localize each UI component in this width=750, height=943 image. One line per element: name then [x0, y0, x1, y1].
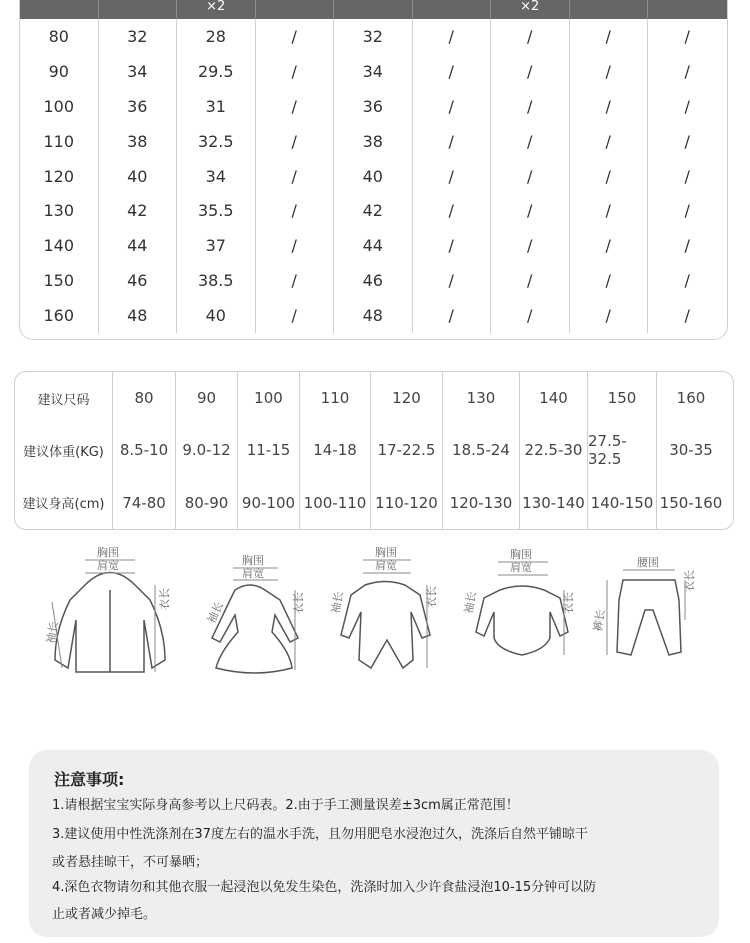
header-cell: ×2: [491, 0, 570, 19]
size-cell: /: [413, 193, 492, 228]
size-cell: /: [684, 61, 690, 81]
size-cell: 38: [99, 124, 178, 159]
recommend-cell: 18.5-24: [443, 424, 520, 476]
header-cell: [334, 0, 413, 19]
size-cell: 32: [334, 19, 413, 54]
romper-illustration: [325, 540, 445, 690]
size-cell: /: [684, 131, 690, 151]
chest-label: 胸围: [242, 554, 264, 567]
size-cell: /: [684, 306, 690, 326]
size-cell: /: [491, 54, 570, 89]
size-cell: /: [256, 193, 335, 228]
size-cell: 44: [334, 228, 413, 263]
size-cell: 48: [99, 298, 178, 333]
size-cell: /: [570, 263, 649, 298]
size-row: [20, 263, 727, 298]
size-chart-header: [20, 0, 727, 19]
size-row: [20, 228, 727, 263]
size-cell: 34: [99, 54, 178, 89]
recommend-cell: 90-100: [238, 477, 300, 529]
size-cell: /: [570, 298, 649, 333]
size-cell: 160: [20, 298, 99, 333]
size-cell: 46: [334, 263, 413, 298]
size-cell: 40: [99, 159, 178, 194]
recommend-cell: 110-120: [371, 477, 443, 529]
length-label: 衣长: [425, 586, 438, 608]
size-cell: 48: [334, 298, 413, 333]
notes-title: 注意事项:: [54, 770, 125, 789]
sleeve-label: 袖长: [44, 620, 61, 645]
size-cell: 110: [20, 124, 99, 159]
size-cell: 46: [99, 263, 178, 298]
size-cell: 32: [99, 19, 178, 54]
size-cell: 120: [20, 159, 99, 194]
recommend-cell: 130: [443, 372, 520, 424]
size-cell: /: [256, 263, 335, 298]
size-cell: /: [570, 89, 649, 124]
size-cell: 150: [20, 263, 99, 298]
notes-line: 3.建议使用中性洗涤剂在37度左右的温水手洗，且勿用肥皂水浸泡过久，洗涤后自然平铺晾干: [52, 827, 588, 842]
size-cell: /: [413, 89, 492, 124]
size-cell: /: [491, 19, 570, 54]
size-cell: 80: [20, 19, 99, 54]
recommend-cell: 80-90: [176, 477, 238, 529]
recommend-cell: 80: [113, 372, 176, 424]
size-cell: /: [491, 159, 570, 194]
size-cell: /: [256, 159, 335, 194]
header-cell: [256, 0, 335, 19]
length-label: 衣长: [158, 588, 171, 610]
size-cell: /: [491, 89, 570, 124]
length-label: 衣长: [562, 592, 575, 614]
header-cell: [99, 0, 178, 19]
size-cell: /: [413, 19, 492, 54]
recommend-cell: 90: [176, 372, 238, 424]
size-cell: /: [684, 236, 690, 256]
shoulder-label: 肩宽: [510, 561, 532, 574]
size-cell: 28: [177, 19, 256, 54]
size-cell: /: [413, 298, 492, 333]
header-cell: [20, 0, 99, 19]
leg-length-label: 裤长: [591, 608, 608, 633]
shoulder-label: 肩宽: [375, 559, 397, 572]
header-cell: [413, 0, 492, 19]
chest-label: 胸围: [510, 548, 532, 561]
recommend-cell: 100-110: [300, 477, 371, 529]
recommend-cell: 160: [676, 389, 706, 408]
length-label: 衣长: [292, 592, 305, 614]
size-row: [20, 159, 727, 194]
notes-line: 止或者减少掉毛。: [52, 907, 157, 922]
size-cell: 90: [20, 54, 99, 89]
size-cell: 34: [177, 159, 256, 194]
size-cell: /: [684, 96, 690, 116]
recommend-row-label: 建议身高(cm): [15, 477, 113, 529]
size-cell: /: [684, 271, 690, 291]
size-cell: /: [491, 228, 570, 263]
size-cell: 100: [20, 89, 99, 124]
size-cell: 29.5: [177, 54, 256, 89]
size-cell: /: [413, 54, 492, 89]
sleeve-label: 袖长: [204, 599, 227, 626]
recommend-cell: 22.5-30: [520, 424, 588, 476]
size-chart-body: [20, 19, 727, 333]
shoulder-label: 肩宽: [242, 567, 264, 580]
size-cell: 36: [334, 89, 413, 124]
size-cell: 38.5: [177, 263, 256, 298]
size-cell: 130: [20, 193, 99, 228]
size-cell: /: [570, 193, 649, 228]
size-cell: 42: [99, 193, 178, 228]
size-cell: 42: [334, 193, 413, 228]
recommend-cell: 8.5-10: [113, 424, 176, 476]
recommend-cell: 74-80: [113, 477, 176, 529]
size-cell: 34: [334, 54, 413, 89]
size-cell: /: [570, 124, 649, 159]
size-cell: /: [256, 124, 335, 159]
care-notes-panel: [29, 750, 719, 937]
size-cell: /: [570, 54, 649, 89]
pants-illustration: [591, 540, 705, 690]
sleeve-label: 袖长: [329, 590, 346, 615]
size-cell: /: [570, 228, 649, 263]
recommend-cell: 150: [588, 372, 657, 424]
size-cell: /: [491, 124, 570, 159]
size-cell: 37: [177, 228, 256, 263]
bodysuit-illustration: [460, 540, 580, 690]
size-row: [20, 89, 727, 124]
size-row: [20, 298, 727, 333]
size-cell: 40: [177, 298, 256, 333]
size-cell: /: [491, 298, 570, 333]
chest-label: 胸围: [375, 546, 397, 559]
size-row: [20, 54, 727, 89]
size-cell: /: [413, 263, 492, 298]
size-row: [20, 193, 727, 228]
recommend-cell: 17-22.5: [371, 424, 443, 476]
chest-label: 胸围: [97, 546, 119, 559]
size-cell: 140: [20, 228, 99, 263]
sleeve-label: 袖长: [462, 590, 479, 615]
size-cell: 40: [334, 159, 413, 194]
length-label: 衣长: [683, 570, 696, 592]
recommend-cell: 130-140: [520, 477, 588, 529]
recommend-cell: 100: [238, 372, 300, 424]
size-cell: /: [491, 193, 570, 228]
header-cell: [570, 0, 649, 19]
size-cell: /: [413, 159, 492, 194]
size-cell: 44: [99, 228, 178, 263]
size-cell: /: [684, 201, 690, 221]
notes-line: 4.深色衣物请勿和其他衣服一起浸泡以免发生染色，洗涤时加入少许食盐浸泡10-15分钟可以防: [52, 880, 597, 895]
size-cell: /: [684, 26, 690, 46]
size-cell: 38: [334, 124, 413, 159]
size-cell: 32.5: [177, 124, 256, 159]
size-cell: /: [570, 19, 649, 54]
recommend-row-label: 建议体重(KG): [15, 424, 113, 476]
size-cell: /: [256, 228, 335, 263]
size-cell: /: [684, 166, 690, 186]
size-cell: /: [413, 124, 492, 159]
size-cell: 35.5: [177, 193, 256, 228]
waist-label: 腰围: [637, 556, 659, 569]
size-cell: 36: [99, 89, 178, 124]
recommend-cell: 120: [371, 372, 443, 424]
recommend-cell: 140: [520, 372, 588, 424]
recommend-cell: 140-150: [588, 477, 657, 529]
notes-line: 或者悬挂晾干，不可暴晒；: [52, 855, 209, 870]
recommend-cell: 30-35: [669, 441, 713, 460]
recommend-cell: 14-18: [300, 424, 371, 476]
dress-illustration: [200, 540, 310, 690]
header-cell: [648, 0, 727, 19]
recommend-cell: 27.5-32.5: [588, 424, 657, 476]
shoulder-label: 肩宽: [97, 559, 119, 572]
recommend-cell: 9.0-12: [176, 424, 238, 476]
size-cell: /: [256, 19, 335, 54]
size-cell: /: [256, 89, 335, 124]
header-cell: ×2: [177, 0, 256, 19]
size-chart-table: [19, 0, 728, 340]
recommend-cell: 150-160: [659, 493, 723, 512]
recommend-cell: 120-130: [443, 477, 520, 529]
size-cell: /: [256, 54, 335, 89]
recommend-row-label: 建议尺码: [15, 372, 113, 424]
garment-measurement-illustrations: [40, 540, 710, 690]
size-cell: /: [256, 298, 335, 333]
size-row: [20, 19, 727, 54]
size-cell: /: [491, 263, 570, 298]
recommend-cell: 110: [300, 372, 371, 424]
recommend-row: [15, 372, 733, 424]
size-cell: /: [570, 159, 649, 194]
size-cell: 31: [177, 89, 256, 124]
notes-line: 1.请根据宝宝实际身高参考以上尺码表。2.由于手工测量误差±3cm属正常范围！: [52, 798, 519, 813]
size-cell: /: [413, 228, 492, 263]
recommend-row: [15, 477, 733, 529]
size-row: [20, 124, 727, 159]
hooded-jacket-illustration: [40, 540, 180, 690]
recommend-cell: 11-15: [238, 424, 300, 476]
recommended-size-table: [14, 371, 734, 530]
recommend-row: [15, 424, 733, 476]
